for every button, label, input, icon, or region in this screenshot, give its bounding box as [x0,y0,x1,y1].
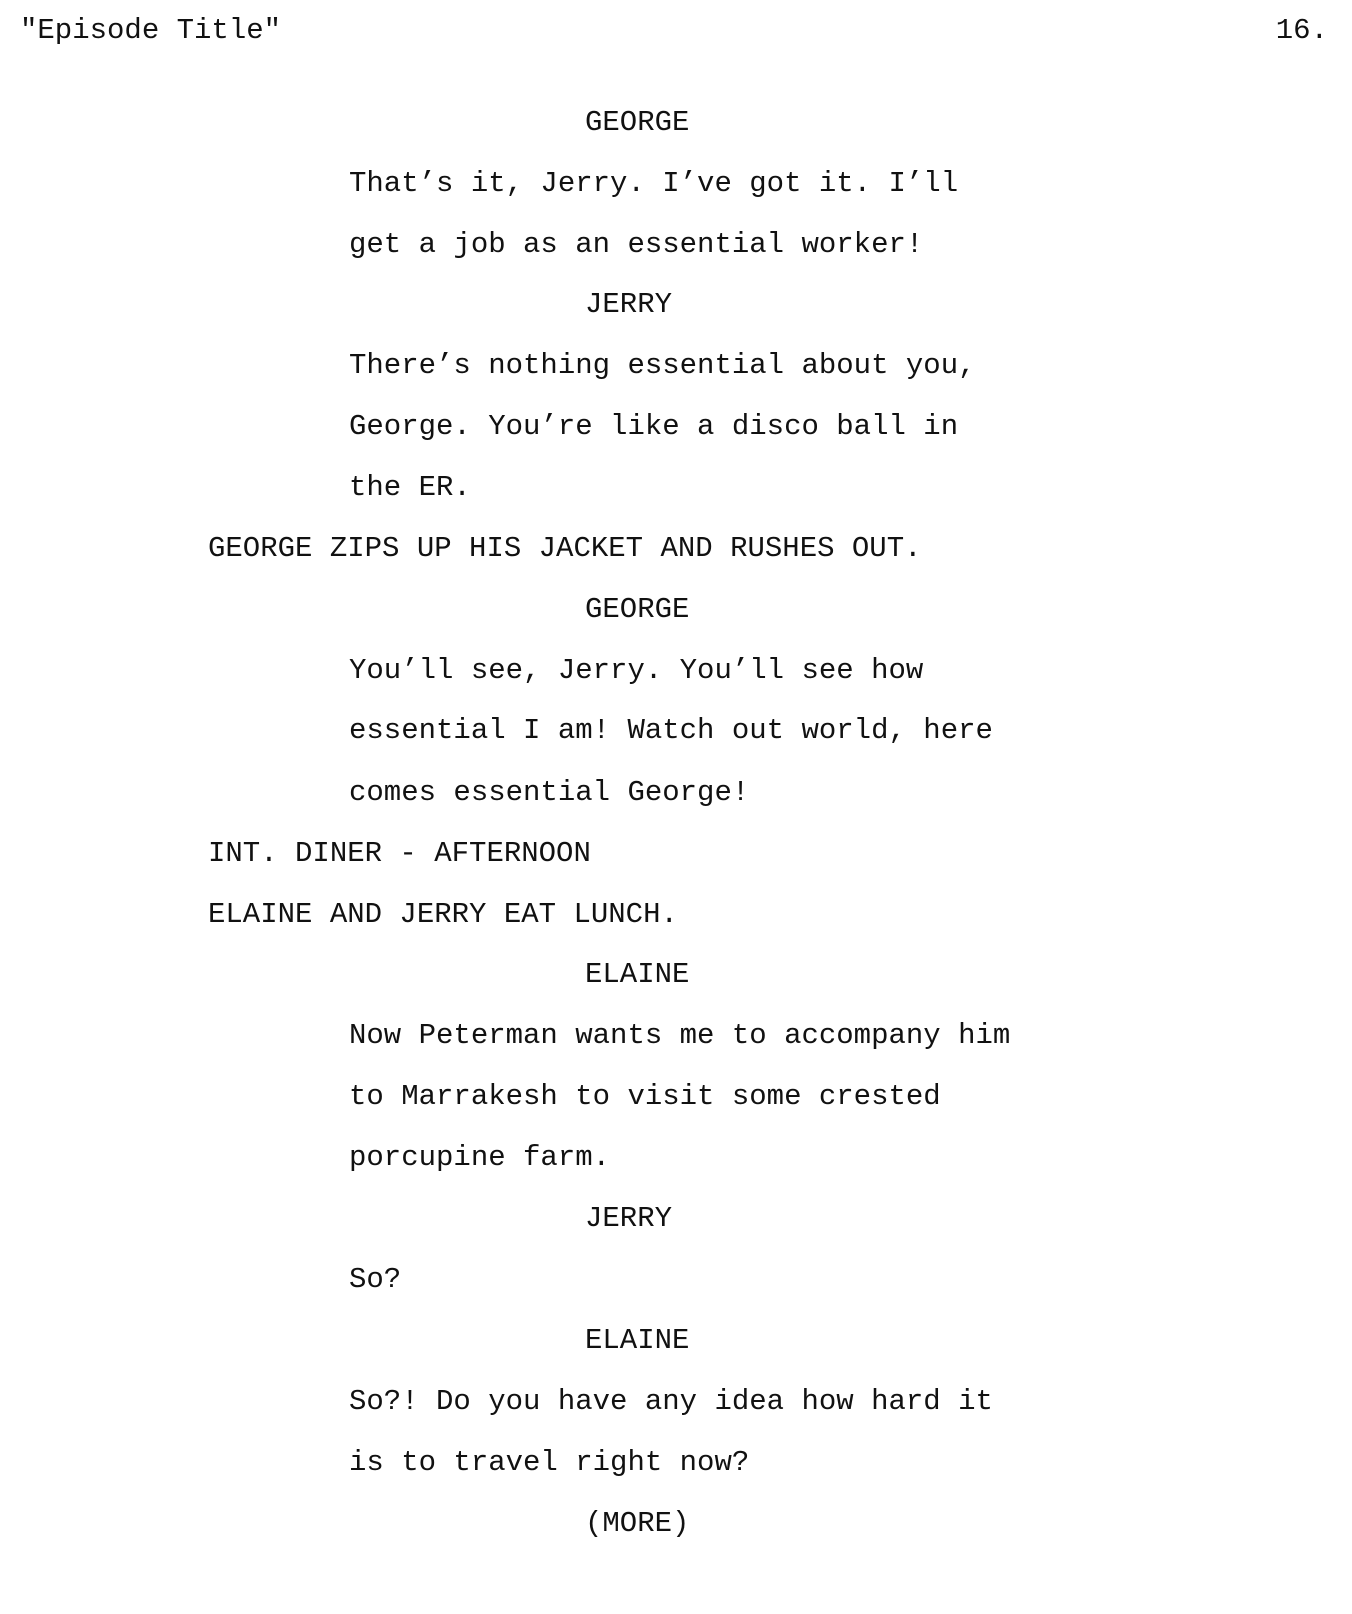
dialogue-line: You’ll see, Jerry. You’ll see how [349,654,924,687]
character-name: ELAINE [585,1324,690,1357]
dialogue-line: comes essential George! [349,776,750,809]
more-continuation: (MORE) [585,1507,690,1540]
dialogue-line: porcupine farm. [349,1141,611,1174]
action-line: ELAINE AND JERRY EAT LUNCH. [208,898,678,931]
page-number: 16. [1275,14,1328,47]
action-line: GEORGE ZIPS UP HIS JACKET AND RUSHES OUT. [208,532,922,565]
dialogue-line: Now Peterman wants me to accompany him [349,1019,1011,1052]
dialogue-line: the ER. [349,471,471,504]
character-name: JERRY [585,1202,673,1235]
episode-title-header: "Episode Title" [20,14,282,47]
character-name: GEORGE [585,593,690,626]
dialogue-line: So?! Do you have any idea how hard it [349,1385,993,1418]
character-name: JERRY [585,288,673,321]
dialogue-line: to Marrakesh to visit some crested [349,1080,941,1113]
character-name: ELAINE [585,958,690,991]
dialogue-line: So? [349,1263,402,1296]
dialogue-line: is to travel right now? [349,1446,750,1479]
dialogue-line: There’s nothing essential about you, [349,349,976,382]
dialogue-line: George. You’re like a disco ball in [349,410,959,443]
scene-heading: INT. DINER - AFTERNOON [208,837,591,870]
character-name: GEORGE [585,106,690,139]
dialogue-line: essential I am! Watch out world, here [349,714,993,747]
dialogue-line: get a job as an essential worker! [349,228,924,261]
dialogue-line: That’s it, Jerry. I’ve got it. I’ll [349,167,959,200]
